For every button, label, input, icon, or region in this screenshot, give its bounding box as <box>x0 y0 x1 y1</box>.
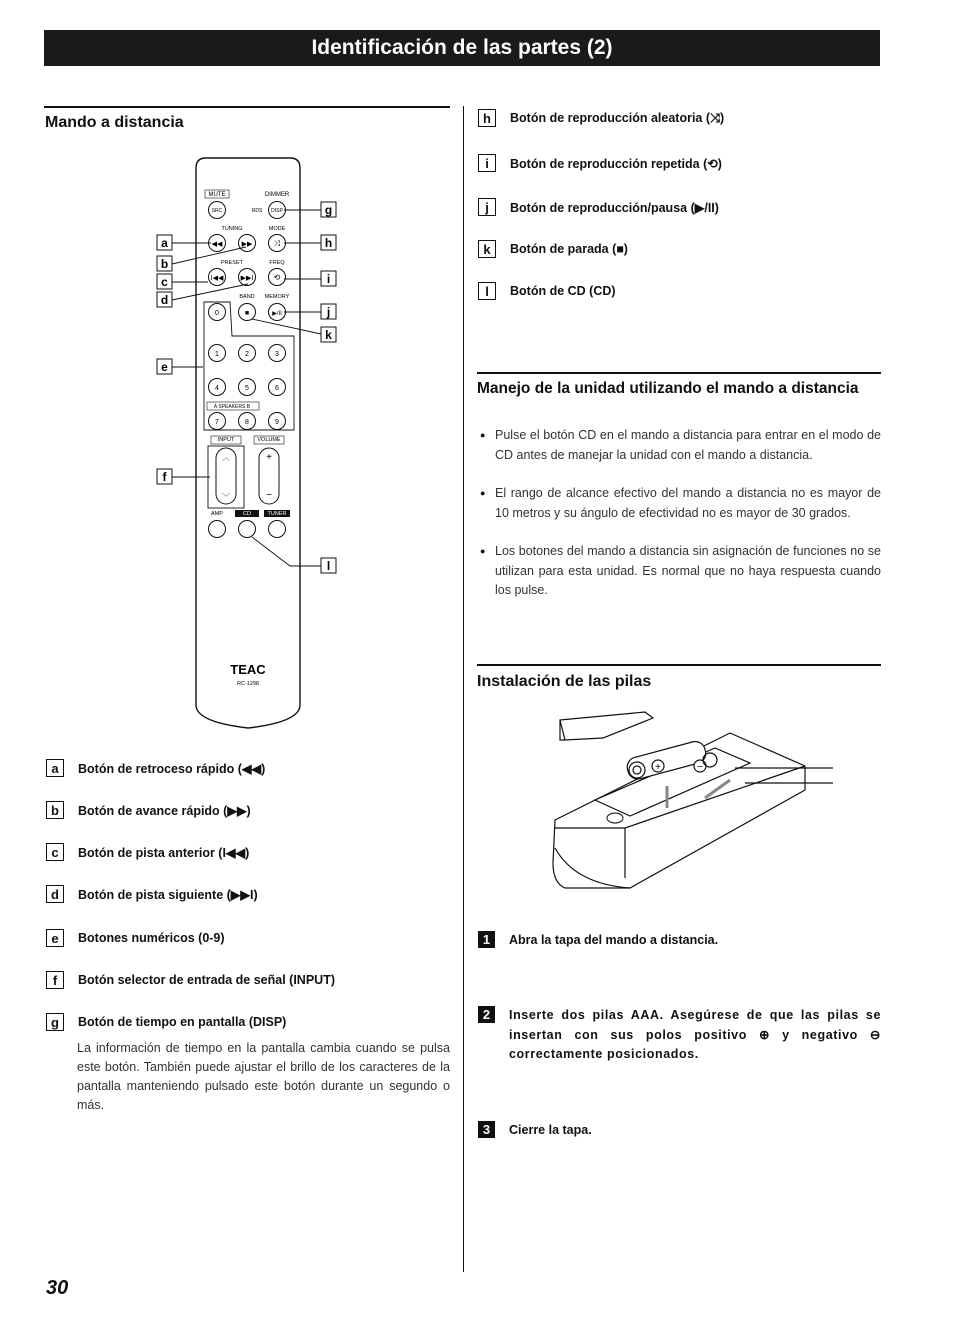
digit-9-label: 9 <box>275 419 279 426</box>
svg-text:h: h <box>324 236 333 250</box>
callout-i <box>321 271 336 286</box>
column-divider <box>463 106 464 1272</box>
dimmer-label: DIMMER <box>264 192 290 198</box>
next-track-icon: ▶▶I <box>240 275 254 282</box>
input-label: INPUT <box>217 437 235 443</box>
amp-label: AMP <box>211 511 223 517</box>
item-label: Botón de parada (■) <box>510 242 628 256</box>
remote-section-title: Mando a distancia <box>45 114 184 131</box>
stop-icon: ■ <box>244 310 250 317</box>
svg-text:b: b <box>160 257 169 271</box>
callout-d <box>157 292 172 307</box>
item-label: Botón de tiempo en pantalla (DISP) <box>78 1015 287 1029</box>
callout-c <box>157 274 172 289</box>
previous-track-icon: I◀◀ <box>210 275 224 282</box>
digit-3-label: 3 <box>275 351 279 358</box>
speakers-label: A SPEAKERS B <box>213 404 251 410</box>
svg-text:f: f <box>162 470 167 484</box>
battery-section-title: Instalación de las pilas <box>477 673 652 690</box>
operation-section-rule <box>477 372 881 374</box>
item-letter: i <box>478 154 496 172</box>
step-2-number: 2 <box>478 1006 495 1023</box>
battery-section-rule <box>477 664 881 666</box>
model-label: RC-1298 <box>236 681 260 687</box>
item-letter: h <box>478 109 496 127</box>
disp-description: La información de tiempo en la pantalla cambia cuando se pulsa este botón. También puede ajustar el brillo de los caracteres de la pantalla manteniendo pulsado este botón durante un segundo o más. <box>77 1041 450 1112</box>
freq-label: FREQ <box>269 260 285 266</box>
item-d <box>46 885 258 903</box>
item-g <box>46 1013 286 1031</box>
callout-j <box>321 304 336 319</box>
step-2-text: Inserte dos pilas AAA. Asegúrese de que las pilas se insertan con sus polos positivo ⊕ y negativo ⊖ correctamente posicionados. <box>509 1008 881 1061</box>
item-label: Botón de reproducción/pausa (▶/II) <box>510 200 719 215</box>
callout-k <box>321 327 336 342</box>
mode-label: MODE <box>268 226 286 232</box>
item-label: Botón selector de entrada de señal (INPUT) <box>78 973 335 987</box>
digit-7-label: 7 <box>215 419 219 426</box>
item-b <box>46 801 251 819</box>
svg-text:d: d <box>160 293 169 307</box>
item-l <box>478 282 616 300</box>
cd-button[interactable] <box>239 521 256 538</box>
item-letter: l <box>478 282 496 300</box>
item-j <box>478 198 719 216</box>
item-label: Botón de avance rápido (▶▶) <box>78 803 251 818</box>
step-3-text: Cierre la tapa. <box>509 1123 592 1137</box>
item-k <box>478 240 628 258</box>
item-letter: d <box>46 885 64 903</box>
callout-l <box>321 558 336 573</box>
item-letter: g <box>46 1013 64 1031</box>
chevron-down-icon: ﹀ <box>222 493 230 502</box>
svg-text:a: a <box>161 236 168 250</box>
item-e <box>46 929 225 947</box>
item-c <box>46 843 249 861</box>
mute-label: MUTE <box>208 192 226 198</box>
svg-text:c: c <box>161 275 168 289</box>
svg-text:l: l <box>326 559 331 573</box>
callout-e <box>157 359 172 374</box>
fast-forward-icon: ▶▶ <box>241 241 253 248</box>
tuner-button[interactable] <box>269 521 286 538</box>
volume-down-icon: − <box>266 490 272 501</box>
step-1-number: 1 <box>478 931 495 948</box>
svg-text:g: g <box>324 203 333 217</box>
src-label: SRC <box>211 208 223 214</box>
callout-a <box>157 235 172 250</box>
callout-f <box>157 469 172 484</box>
play-pause-icon: ▶/II <box>272 311 282 317</box>
band-label: BAND <box>239 294 255 300</box>
svg-text:e: e <box>161 360 168 374</box>
page-title: Identificación de las partes (2) <box>44 30 880 66</box>
item-letter: c <box>46 843 64 861</box>
digit-0-label: 0 <box>215 310 219 317</box>
repeat-icon: ⟲ <box>273 273 281 282</box>
tuner-label: TUNER <box>267 511 287 517</box>
item-letter: k <box>478 240 496 258</box>
item-label: Botón de reproducción aleatoria (⤨) <box>510 110 725 125</box>
callout-g <box>321 202 336 217</box>
digit-1-label: 1 <box>215 351 219 358</box>
rewind-icon: ◀◀ <box>211 241 223 248</box>
operation-section-title: Manejo de la unidad utilizando el mando a distancia <box>477 380 859 397</box>
preset-label: PRESET <box>220 260 244 266</box>
item-label: Botón de reproducción repetida (⟲) <box>510 156 722 171</box>
item-label: Botón de retroceso rápido (◀◀) <box>78 761 266 776</box>
item-letter: a <box>46 759 64 777</box>
operation-bullet: ● Los botones del mando a distancia sin asignación de funciones no se utilizan para esta unidad. Es normal que no haya respuesta cuando los pulse. <box>480 542 881 601</box>
disp-label: DISP <box>271 208 283 214</box>
item-letter: f <box>46 971 64 989</box>
svg-text:k: k <box>325 328 332 342</box>
svg-text:j: j <box>326 305 331 319</box>
shuffle-icon: ⤨ <box>273 239 281 248</box>
rds-label: RDS <box>251 208 263 214</box>
callout-b <box>157 256 172 271</box>
memory-label: MEMORY <box>264 294 290 300</box>
plus-icon: + <box>655 762 661 773</box>
digit-4-label: 4 <box>215 385 219 392</box>
digit-2-label: 2 <box>245 351 249 358</box>
volume-label: VOLUME <box>257 437 281 443</box>
step-3-number: 3 <box>478 1121 495 1138</box>
item-letter: b <box>46 801 64 819</box>
item-h <box>478 109 724 127</box>
item-label: Botones numéricos (0-9) <box>78 931 225 945</box>
operation-bullet: ● El rango de alcance efectivo del mando a distancia no es mayor de 10 metros y su ángulo de efectividad no es mayor de 30 grados. <box>480 484 881 523</box>
digit-8-label: 8 <box>245 419 249 426</box>
digit-6-label: 6 <box>275 385 279 392</box>
minus-icon: − <box>697 762 703 773</box>
volume-up-icon: + <box>266 452 272 463</box>
item-f <box>46 971 335 989</box>
step-1-text: Abra la tapa del mando a distancia. <box>509 933 719 947</box>
page-number: 30 <box>46 1277 69 1299</box>
cd-label: CD <box>243 511 251 517</box>
brand-logo: TEAC <box>230 662 266 677</box>
tuning-label: TUNING <box>221 226 243 232</box>
item-label: Botón de pista siguiente (▶▶I) <box>78 887 258 902</box>
battery-installation-illustration <box>545 708 845 898</box>
operation-bullet: ● Pulse el botón CD en el mando a distancia para entrar en el modo de CD antes de manejar la unidad con el mando a distancia. <box>480 426 881 465</box>
item-letter: j <box>478 198 496 216</box>
chevron-up-icon: ︿ <box>222 453 230 462</box>
item-a <box>46 759 265 777</box>
item-label: Botón de pista anterior (I◀◀) <box>78 845 250 860</box>
digit-5-label: 5 <box>245 385 249 392</box>
item-label: Botón de CD (CD) <box>510 284 616 298</box>
amp-button[interactable] <box>209 521 226 538</box>
item-i <box>478 154 722 172</box>
item-letter: e <box>46 929 64 947</box>
svg-text:i: i <box>326 272 331 286</box>
callout-h <box>321 235 336 250</box>
